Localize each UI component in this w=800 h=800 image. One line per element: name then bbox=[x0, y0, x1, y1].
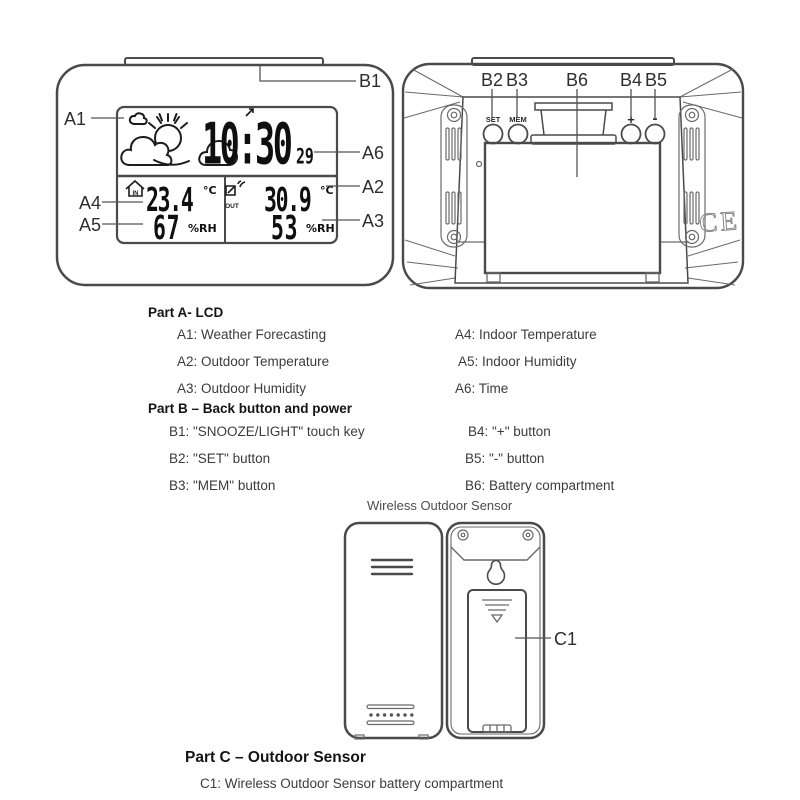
legend-item-a6: A6: Time bbox=[455, 381, 509, 396]
lcd-indoor-temp: 23.4 bbox=[146, 180, 193, 219]
callout-a1: A1 bbox=[64, 109, 87, 129]
lcd-outdoor-temp: 30.9 bbox=[264, 180, 311, 219]
ce-mark: CE bbox=[698, 205, 741, 238]
sensor-title: Wireless Outdoor Sensor bbox=[367, 498, 513, 513]
legend-item-b1: B1: "SNOOZE/LIGHT" touch key bbox=[169, 424, 365, 439]
lcd-indoor-humidity: 67 bbox=[153, 208, 181, 247]
callout-a5: A5 bbox=[79, 215, 102, 235]
lcd-indoor-temp-unit: °C bbox=[203, 184, 217, 197]
lcd-seconds: 29 bbox=[296, 145, 314, 170]
callout-b5: B5 bbox=[645, 70, 668, 90]
lcd-outdoor-humidity-unit: %RH bbox=[306, 222, 335, 235]
legend-item-a5: A5: Indoor Humidity bbox=[458, 354, 577, 369]
legend-item-a1: A1: Weather Forecasting bbox=[177, 327, 327, 342]
plus-button-label: + bbox=[627, 112, 635, 127]
callout-b4: B4 bbox=[620, 70, 643, 90]
legend-item-b5: B5: "-" button bbox=[465, 451, 545, 466]
legend-item-c1: C1: Wireless Outdoor Sensor battery compartment bbox=[200, 776, 504, 791]
part-c-heading: Part C – Outdoor Sensor bbox=[185, 749, 366, 766]
part-b-heading: Part B – Back button and power bbox=[148, 401, 353, 416]
legend-item-a4: A4: Indoor Temperature bbox=[455, 327, 597, 342]
lcd-outdoor-temp-unit: °C bbox=[320, 184, 334, 197]
callout-b1: B1 bbox=[359, 71, 382, 91]
part-a-heading: Part A- LCD bbox=[148, 305, 224, 320]
mem-button-label: MEM bbox=[509, 115, 527, 124]
callout-b2: B2 bbox=[481, 70, 504, 90]
legend-item-b4: B4: "+" button bbox=[468, 424, 551, 439]
set-button-label: SET bbox=[485, 115, 501, 124]
callout-b3: B3 bbox=[506, 70, 529, 90]
legend-item-b3: B3: "MEM" button bbox=[169, 478, 276, 493]
outdoor-out-label: OUT bbox=[225, 203, 239, 210]
indoor-in-label: IN bbox=[132, 191, 139, 197]
legend-item-b6: B6: Battery compartment bbox=[465, 478, 615, 493]
legend-item-a2: A2: Outdoor Temperature bbox=[177, 354, 330, 369]
legend-item-a3: A3: Outdoor Humidity bbox=[177, 381, 307, 396]
minus-button-label: - bbox=[652, 110, 658, 127]
callout-a4: A4 bbox=[79, 193, 102, 213]
callout-line-b1 bbox=[260, 66, 356, 81]
lcd-indoor-humidity-unit: %RH bbox=[188, 222, 217, 235]
legend-item-b2: B2: "SET" button bbox=[169, 451, 271, 466]
callout-b6: B6 bbox=[566, 70, 589, 90]
callout-a3: A3 bbox=[362, 211, 385, 231]
callout-c1: C1 bbox=[554, 629, 578, 649]
callout-a2: A2 bbox=[362, 177, 385, 197]
lcd-outdoor-humidity: 53 bbox=[271, 208, 299, 247]
callout-a6: A6 bbox=[362, 143, 385, 163]
lcd-time: 10:30 bbox=[202, 111, 291, 178]
